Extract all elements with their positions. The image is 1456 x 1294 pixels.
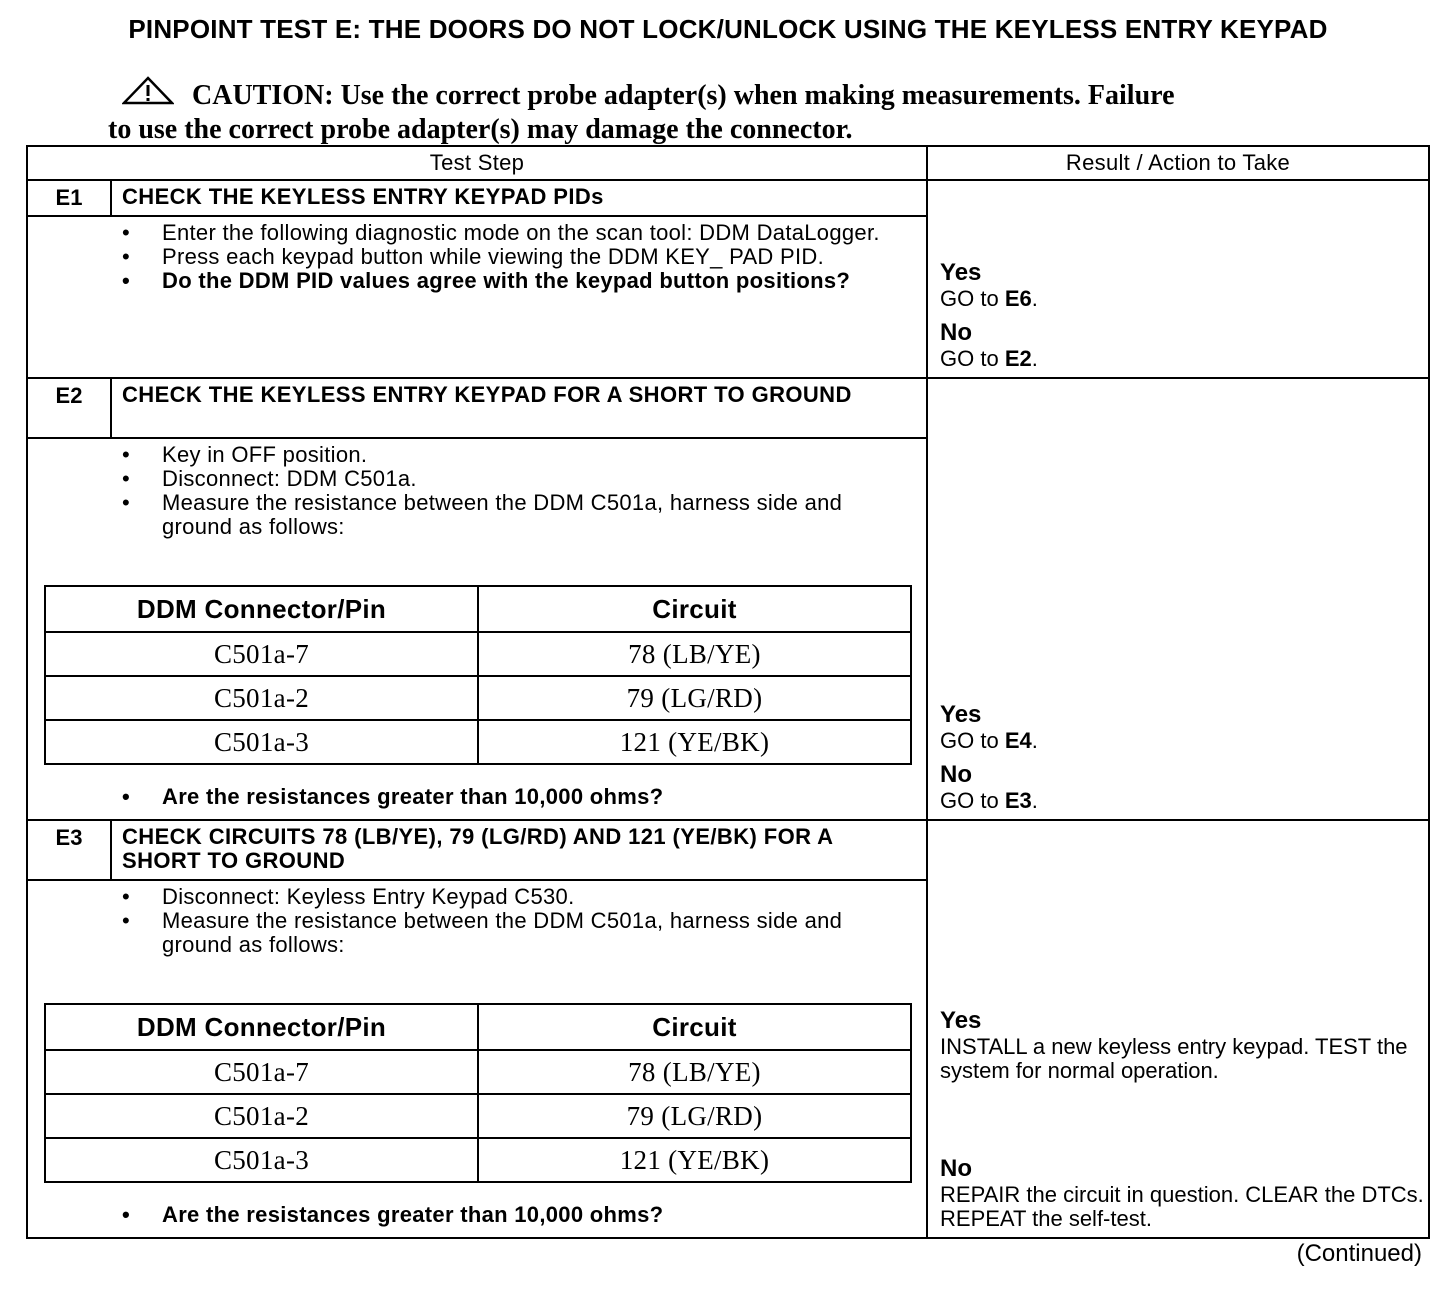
yes-label: Yes — [940, 701, 982, 728]
step-id-e2: E2 — [27, 378, 111, 438]
list-item: • Disconnect: Keyless Entry Keypad C530. — [28, 885, 906, 909]
step-body-e2 — [27, 438, 927, 820]
table-row: C501a-2 79 (LG/RD) — [45, 1094, 911, 1138]
step-id-e3: E3 — [27, 820, 111, 880]
caution-label: CAUTION: — [192, 80, 334, 111]
warning-triangle-icon — [122, 76, 174, 114]
column-header: Circuit — [478, 1004, 911, 1050]
column-header: Circuit — [478, 586, 911, 632]
result-header: Result / Action to Take — [927, 146, 1429, 180]
connector-pin-table — [44, 1003, 912, 1183]
table-row: C501a-2 79 (LG/RD) — [45, 676, 911, 720]
pinpoint-test-table — [26, 145, 1430, 1239]
yes-label: Yes — [940, 1007, 982, 1034]
caution-note — [108, 76, 1348, 146]
step-question: • Are the resistances greater than 10,000 ohms? — [28, 1203, 926, 1227]
no-action: REPAIR the circuit in question. CLEAR the DTCs. REPEAT the self-test. — [940, 1182, 1424, 1231]
test-step-header: Test Step — [27, 146, 927, 180]
list-item: • Measure the resistance between the DDM C501a, harness side and ground as follows: — [28, 909, 906, 957]
step-title-e2: CHECK THE KEYLESS ENTRY KEYPAD FOR A SHORT TO GROUND — [111, 378, 927, 438]
goto-link[interactable]: E2 — [1004, 346, 1032, 371]
step-body-e3 — [27, 880, 927, 1238]
list-item: • Press each keypad button while viewing the DDM KEY_ PAD PID. — [28, 245, 906, 269]
table-row: C501a-7 78 (LB/YE) — [45, 632, 911, 676]
result-e1: Yes GO to E6. No GO to E2. — [927, 180, 1429, 378]
table-row: C501a-7 78 (LB/YE) — [45, 1050, 911, 1094]
caution-line-2: to use the correct probe adapter(s) may damage the connector. — [108, 114, 853, 145]
table-row: C501a-3 121 (YE/BK) — [45, 720, 911, 764]
yes-label: Yes — [940, 259, 982, 286]
yes-action: INSTALL a new keyless entry keypad. TEST the system for normal operation. — [940, 1034, 1408, 1083]
goto-link[interactable]: E3 — [1004, 788, 1032, 813]
no-label: No — [940, 319, 973, 346]
list-item: • Disconnect: DDM C501a. — [28, 467, 906, 491]
list-item: • Key in OFF position. — [28, 443, 906, 467]
step-title-e3: CHECK CIRCUITS 78 (LB/YE), 79 (LG/RD) AND 121 (YE/BK) FOR A SHORT TO GROUND — [111, 820, 927, 880]
step-body-e1 — [27, 216, 927, 378]
page-title: PINPOINT TEST E: THE DOORS DO NOT LOCK/UNLOCK USING THE KEYLESS ENTRY KEYPAD — [128, 14, 1328, 44]
no-label: No — [940, 1155, 973, 1182]
step-id-e1: E1 — [27, 180, 111, 216]
column-header: DDM Connector/Pin — [45, 586, 478, 632]
connector-pin-table — [44, 585, 912, 765]
column-header: DDM Connector/Pin — [45, 1004, 478, 1050]
continued-note: (Continued) — [1296, 1240, 1422, 1267]
step-question: • Are the resistances greater than 10,000 ohms? — [28, 785, 926, 809]
result-e3 — [927, 820, 1429, 1238]
table-row: C501a-3 121 (YE/BK) — [45, 1138, 911, 1182]
step-question: • Do the DDM PID values agree with the keypad button positions? — [28, 269, 906, 293]
no-label: No — [940, 761, 973, 788]
list-item: • Measure the resistance between the DDM C501a, harness side and ground as follows: — [28, 491, 906, 539]
result-e2: Yes GO to E4. No GO to E3. — [927, 378, 1429, 820]
list-item: • Enter the following diagnostic mode on the scan tool: DDM DataLogger. — [28, 221, 906, 245]
step-title-e1: CHECK THE KEYLESS ENTRY KEYPAD PIDs — [111, 180, 927, 216]
caution-line-1: Use the correct probe adapter(s) when making measurements. Failure — [340, 80, 1175, 111]
goto-link[interactable]: E6 — [1004, 286, 1032, 311]
goto-link[interactable]: E4 — [1004, 728, 1032, 753]
